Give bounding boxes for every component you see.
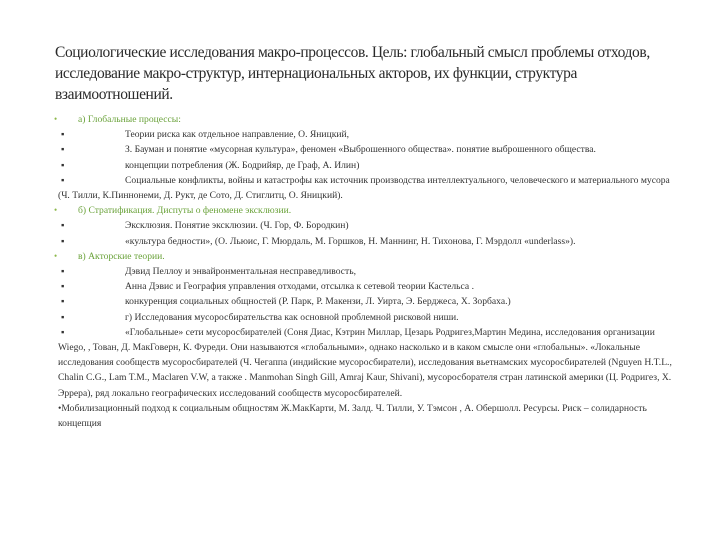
green-bullet-icon: •	[54, 114, 58, 124]
list-item: ▪ Анна Дэвис и География управления отходами, отсылка к сетевой теории Кастельса .	[58, 279, 678, 294]
final-paragraph: •Мобилизационный подход к социальным общностям Ж.МакКарти, М. Залд. Ч. Тилли, У. Тэмсон , А. Обершолл. Ресурсы. Риск – солидарность концепция	[58, 402, 647, 429]
square-bullet-icon: ▪	[61, 144, 65, 156]
square-bullet-icon: ▪	[61, 311, 65, 323]
square-bullet-icon: ▪	[61, 281, 65, 293]
square-bullet-icon: ▪	[61, 129, 65, 141]
list-item: ▪ конкуренция социальных общностей (Р. Парк, Р. Макензи, Л. Уирта, Э. Берджеса, Х. Зорбаха.)	[58, 294, 678, 309]
green-bullet-icon: •	[54, 205, 58, 216]
list-item: ▪ Теории риска как отдельное направление, О. Яницкий,	[58, 127, 678, 142]
green-bullet-icon: •	[54, 250, 58, 261]
list-item: ▪ «Глобальные» сети мусоросбирателей (Соня Диас, Кэтрин Миллар, Цезарь Родригез,Мартин Медина, исследования организации Wiego, , Тован, Д. МакГоверн, К. Фуреди. Они называются «глобальными», однако насколько и в каком смысле они «глобальны». «Локальные исследования сообществ мусоросбирателей (Ч. Чегаппа (индийские мусоросбиратели), исследования вьетнамских мусоросбирателей (Nguyen H.T.L., Chalin C.G., Lam T.M., Maclaren V.W, а также . Manmohan Singh Gill, Amraj Kaur, Shivani), мусоросборателя стран латинской америки (Ц. Родригез, Х. Эррера), ряд локально географических исследований сообществ мусоросбирателей.	[58, 326, 672, 399]
section-c-header: • в) Акторские теории.	[58, 249, 678, 264]
list-item: ▪ «культура бедности», (О. Льюис, Г. Мюрдаль, М. Горшков, Н. Маннинг, Н. Тихонова, Г. Мэрдолл «underlass»).	[58, 234, 678, 249]
square-bullet-icon: ▪	[61, 326, 65, 338]
list-item: ▪ Эксклюзия. Понятие эксклюзии. (Ч. Гор, Ф. Бородкин)	[58, 218, 678, 233]
list-item: ▪ концепции потребления (Ж. Бодрийяр, де Граф, А. Илин)	[58, 158, 678, 173]
section-b-header: • б) Стратификация. Диспуты о феномене эксклюзии.	[58, 203, 678, 218]
list-item: ▪ г) Исследования мусоросбирательства как основной проблемной рисковой ниши.	[58, 310, 678, 325]
slide-title: Социологические исследования макро-процессов. Цель: глобальный смысл проблемы отходов, исследование макро-структур, интернациональных акторов, их функции, структура взаимоотношений.	[55, 44, 650, 103]
square-bullet-icon: ▪	[61, 174, 65, 186]
list-item: ▪ Социальные конфликты, войны и катастрофы как источник производства интеллектуального, человеческого и материального мусора (Ч. Тилли, К.Пиннонеми, Д. Рукт, де Сото, Д. Стиглитц, О. Яницкий).	[58, 174, 670, 201]
section-a-header: • а) Глобальные процессы:	[58, 112, 678, 127]
list-item: ▪ З. Бауман и понятие «мусорная культура», феномен «Выброшенного общества». понятие выброшенного общества.	[58, 142, 678, 157]
square-bullet-icon: ▪	[61, 220, 65, 232]
list-item: ▪ Дэвид Пеллоу и энвайронментальная несправедливость,	[58, 264, 678, 279]
square-bullet-icon: ▪	[61, 159, 65, 171]
square-bullet-icon: ▪	[61, 296, 65, 308]
square-bullet-icon: ▪	[61, 235, 65, 247]
slide-content	[54, 112, 678, 431]
square-bullet-icon: ▪	[61, 265, 65, 277]
